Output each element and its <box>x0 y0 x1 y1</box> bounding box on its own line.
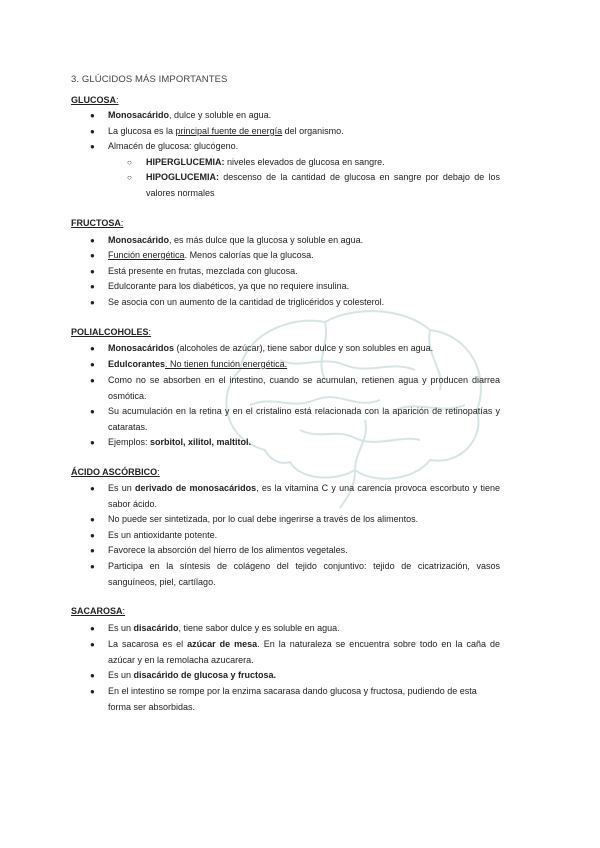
bullet-icon: ● <box>90 687 95 696</box>
bullet-icon: ● <box>90 360 95 369</box>
list-item: Favorece la absorción del hierro de los alimentos vegetales. <box>108 545 348 555</box>
list-item: En el intestino se rompe por la enzima sacarasa dando glucosa y fructosa, pudiendo de esta forma ser absorbidas. <box>108 686 477 712</box>
list-item: Como no se absorben en el intestino, cuando se acumulan, retienen agua y producen diarrea osmótica. <box>108 375 500 401</box>
list-item: La glucosa es la principal fuente de energía del organismo. <box>108 126 344 136</box>
bullet-icon: ● <box>90 127 95 136</box>
sub-list-item: HIPERGLUCEMIA: niveles elevados de glucosa en sangre. <box>146 157 385 167</box>
section-title-sacarosa: SACAROSA: <box>71 606 126 616</box>
bullet-icon: ● <box>90 267 95 276</box>
bullet-icon: ● <box>90 562 95 571</box>
list-item: Edulcorantes. No tienen función energética. <box>108 359 288 369</box>
list-item: Monosacárido, es más dulce que la glucosa y soluble en agua. <box>108 235 364 245</box>
sub-list-item: HIPOGLUCEMIA: descenso de la cantidad de glucosa en sangre por debajo de los valores normales <box>146 172 500 198</box>
list-item: Monosacárido, dulce y soluble en agua. <box>108 110 272 120</box>
section-title-polialcoholes: POLIALCOHOLES: <box>71 327 152 337</box>
document-heading: 3. GLÚCIDOS MÁS IMPORTANTES <box>71 74 228 85</box>
bullet-icon: ● <box>90 484 95 493</box>
list-item: Es un antioxidante potente. <box>108 530 218 540</box>
list-item: Está presente en frutas, mezclada con glucosa. <box>108 266 298 276</box>
list-item: Edulcorante para los diabéticos, ya que no requiere insulina. <box>108 281 350 291</box>
list-item: No puede ser sintetizada, por lo cual debe ingerirse a través de los alimentos. <box>108 514 419 524</box>
bullet-icon: ● <box>90 515 95 524</box>
list-item: Participa en la síntesis de colágeno del tejido conjuntivo: tejido de cicatrización, vasos sanguíneos, piel, cartílago. <box>108 561 500 587</box>
section-title-fructosa: FRUCTOSA: <box>71 218 124 228</box>
bullet-icon: ● <box>90 376 95 385</box>
list-item: Se asocia con un aumento de la cantidad de triglicéridos y colesterol. <box>108 297 385 307</box>
list-item: Almacén de glucosa: glucógeno. <box>108 141 239 151</box>
section-title-acido-ascorbico: ÁCIDO ASCÓRBICO: <box>71 467 160 477</box>
bullet-icon: ● <box>90 671 95 680</box>
bullet-icon: ● <box>90 142 95 151</box>
bullet-icon: ● <box>90 251 95 260</box>
bullet-icon: ● <box>90 344 95 353</box>
bullet-icon: ● <box>90 640 95 649</box>
list-item: Es un disacárido de glucosa y fructosa. <box>108 670 277 680</box>
list-item: Ejemplos: sorbitol, xilitol, maltitol. <box>108 437 252 447</box>
list-item: Es un disacárido, tiene sabor dulce y es soluble en agua. <box>108 623 340 633</box>
sub-bullet-icon: ○ <box>127 158 132 167</box>
list-item: Es un derivado de monosacáridos, es la vitamina C y una carencia provoca escorbuto y tiene sabor ácido. <box>108 483 500 509</box>
list-item: Monosacáridos (alcoholes de azúcar), tiene sabor dulce y son solubles en agua. <box>108 343 434 353</box>
list-item: Función energética. Menos calorías que la glucosa. <box>108 250 314 260</box>
bullet-icon: ● <box>90 298 95 307</box>
section-title-glucosa: GLUCOSA: <box>71 95 119 105</box>
bullet-icon: ● <box>90 624 95 633</box>
bullet-icon: ● <box>90 236 95 245</box>
bullet-icon: ● <box>90 531 95 540</box>
bullet-icon: ● <box>90 282 95 291</box>
bullet-icon: ● <box>90 546 95 555</box>
bullet-icon: ● <box>90 111 95 120</box>
bullet-icon: ● <box>90 407 95 416</box>
list-item: Su acumulación en la retina y en el cristalino está relacionada con la aparición de retinopatías y cataratas. <box>108 406 500 432</box>
sub-bullet-icon: ○ <box>127 173 132 182</box>
list-item: La sacarosa es el azúcar de mesa. En la naturaleza se encuentra sobre todo en la caña de azúcar y en la remolacha azucarera. <box>108 639 501 665</box>
bullet-icon: ● <box>90 438 95 447</box>
